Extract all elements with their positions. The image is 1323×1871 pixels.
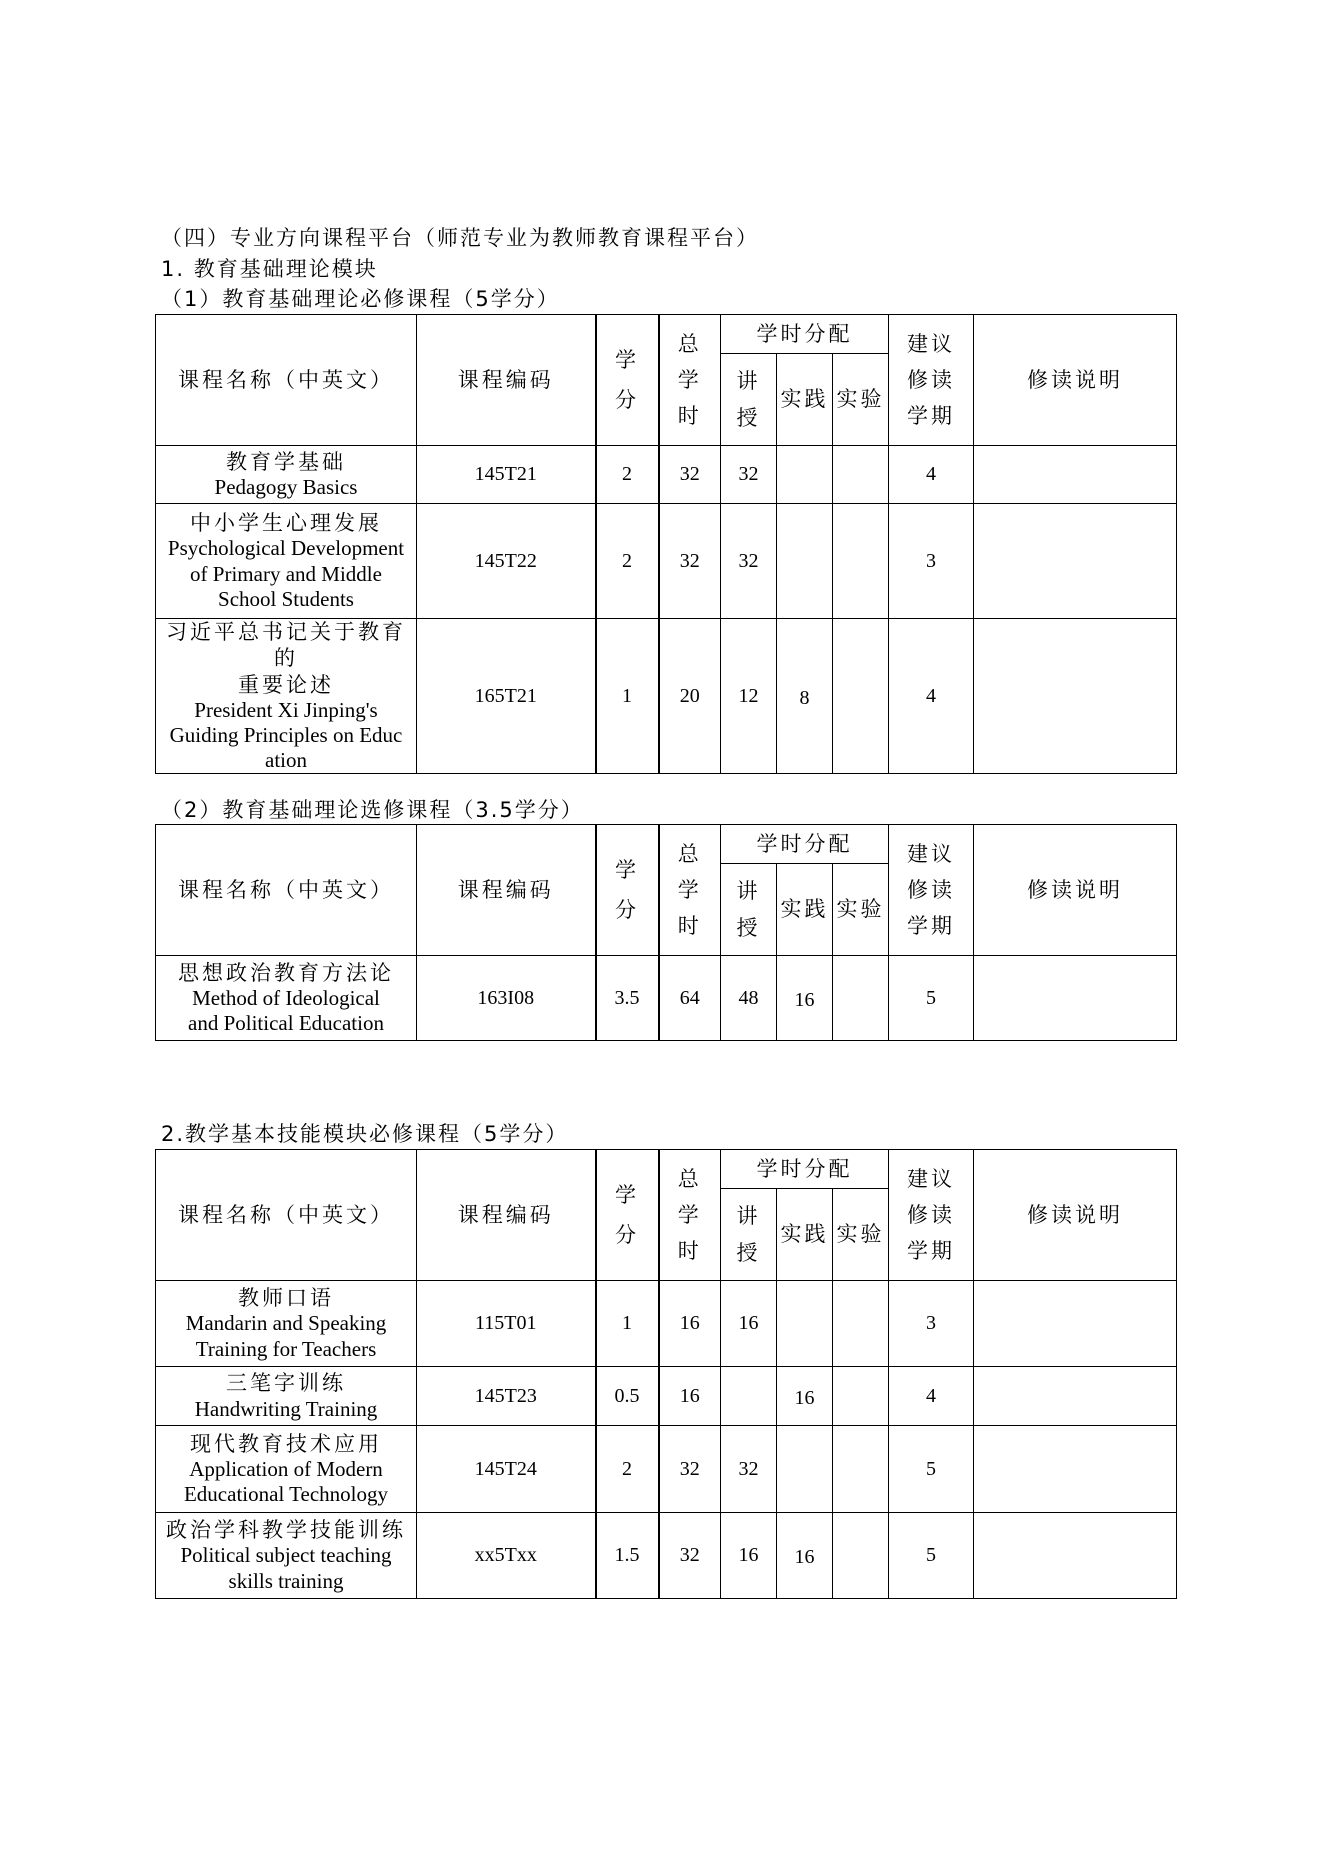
header-total-hours-char: 学 (677, 367, 702, 392)
header-course-name (156, 1150, 417, 1281)
header-course-name-label: 课程名称（中英文） (178, 367, 394, 392)
header-total-hours (659, 825, 721, 956)
lecture-cell: 32 (721, 446, 777, 504)
header-suggested-term (889, 825, 974, 956)
note-cell (974, 619, 1177, 774)
header-study-note (974, 825, 1177, 956)
header-suggested-term-char: 修读 (907, 1202, 956, 1227)
code-cell: 145T24 (417, 1426, 596, 1513)
lab-cell (833, 1426, 889, 1513)
header-lab (833, 864, 889, 956)
header-practice-label: 实践 (780, 1222, 829, 1247)
course-name-zh: 思想政治教育方法论 (178, 960, 394, 985)
course-name-en: Psychological Development (167, 536, 405, 561)
course-name-zh: 政治学科教学技能训练 (166, 1518, 406, 1543)
course-name-zh: 现代教育技术应用 (190, 1431, 382, 1456)
table-row (156, 619, 1177, 774)
course-name-cell (156, 504, 417, 619)
header-total-hours-char: 时 (677, 914, 702, 939)
course-name-zh: 重要论述 (238, 672, 334, 697)
code-cell: xx5Txx (417, 1513, 596, 1599)
term-cell: 4 (889, 619, 974, 774)
practice-cell: 16 (777, 1513, 833, 1599)
term-cell: 5 (889, 956, 974, 1041)
course-name-en: School Students (218, 586, 354, 611)
required-theory-table (155, 314, 1177, 774)
header-suggested-term-char: 学期 (907, 1239, 956, 1264)
header-practice (777, 354, 833, 446)
note-cell (974, 1426, 1177, 1513)
note-cell (974, 1367, 1177, 1426)
course-name-cell (156, 1281, 417, 1367)
course-name-cell (156, 956, 417, 1041)
header-lecture-char: 授 (736, 1240, 761, 1265)
header-suggested-term-char: 建议 (907, 331, 956, 356)
header-course-code-label: 课程编码 (457, 367, 554, 392)
header-study-note-label: 修读说明 (1027, 877, 1124, 902)
course-name-cell (156, 1513, 417, 1599)
course-name-en: Educational Technology (183, 1482, 388, 1507)
header-course-name-label: 课程名称（中英文） (178, 1202, 394, 1227)
header-lecture (721, 1189, 777, 1281)
course-name-zh: 教育学基础 (226, 449, 346, 474)
note-cell (974, 1281, 1177, 1367)
practice-cell: 8 (777, 619, 833, 774)
header-suggested-term-char: 学期 (907, 404, 956, 429)
header-credit-char: 学 (615, 347, 639, 372)
course-name-en: Mandarin and Speaking (185, 1311, 387, 1336)
course-name-en: Handwriting Training (194, 1396, 378, 1421)
header-credit-char: 学 (615, 857, 639, 882)
course-name-en: Political subject teaching (180, 1543, 392, 1568)
lab-cell (833, 619, 889, 774)
course-name-cell (156, 1367, 417, 1426)
lecture-cell: 16 (721, 1513, 777, 1599)
header-lecture-char: 授 (736, 915, 761, 940)
header-practice-label: 实践 (780, 897, 829, 922)
header-total-hours-char: 总 (677, 1166, 702, 1191)
lecture-cell: 16 (721, 1281, 777, 1367)
credit-cell: 1.5 (596, 1513, 659, 1599)
table-row (156, 1513, 1177, 1599)
table-row (156, 1367, 1177, 1426)
header-lab (833, 354, 889, 446)
course-name-en: skills training (228, 1568, 344, 1593)
header-practice (777, 1189, 833, 1281)
header-hour-distribution (721, 315, 889, 354)
course-name-zh: 习近平总书记关于教育的 (166, 620, 406, 671)
header-course-code (417, 825, 596, 956)
practice-cell (777, 446, 833, 504)
header-study-note-label: 修读说明 (1027, 1202, 1124, 1227)
course-name-zh: 教师口语 (238, 1286, 334, 1311)
code-cell: 145T21 (417, 446, 596, 504)
code-cell: 115T01 (417, 1281, 596, 1367)
practice-cell: 16 (777, 956, 833, 1041)
header-study-note-label: 修读说明 (1027, 367, 1124, 392)
header-credit-char: 分 (615, 898, 639, 922)
code-cell: 163I08 (417, 956, 596, 1041)
lab-cell (833, 446, 889, 504)
course-name-en: President Xi Jinping's (194, 697, 378, 722)
course-name-en: ation (265, 748, 307, 773)
total-cell: 16 (659, 1281, 721, 1367)
total-cell: 32 (659, 1426, 721, 1513)
header-lecture (721, 354, 777, 446)
table-row (156, 1426, 1177, 1513)
header-course-name-label: 课程名称（中英文） (178, 877, 394, 902)
credit-cell: 0.5 (596, 1367, 659, 1426)
credit-cell: 3.5 (596, 956, 659, 1041)
total-cell: 16 (659, 1367, 721, 1426)
table-row (156, 956, 1177, 1041)
header-total-hours-char: 学 (677, 877, 702, 902)
lab-cell (833, 1513, 889, 1599)
code-cell: 145T22 (417, 504, 596, 619)
header-study-note (974, 1150, 1177, 1281)
course-name-cell (156, 1426, 417, 1513)
practice-cell: 16 (777, 1367, 833, 1426)
module1-heading: 1. 教育基础理论模块 (161, 257, 378, 281)
header-lecture-char: 讲 (736, 879, 761, 904)
elective-theory-table (155, 824, 1177, 1041)
table-row (156, 504, 1177, 619)
term-cell: 5 (889, 1426, 974, 1513)
lab-cell (833, 956, 889, 1041)
practice-cell (777, 1281, 833, 1367)
header-study-note (974, 315, 1177, 446)
header-lecture-char: 授 (736, 405, 761, 430)
header-total-hours-char: 时 (677, 404, 702, 429)
header-suggested-term-char: 修读 (907, 877, 956, 902)
header-practice (777, 864, 833, 956)
total-cell: 32 (659, 446, 721, 504)
note-cell (974, 504, 1177, 619)
header-lab-label: 实验 (836, 897, 885, 922)
course-name-cell (156, 619, 417, 774)
header-credit-char: 分 (615, 1223, 639, 1247)
header-suggested-term-char: 建议 (907, 1166, 956, 1191)
header-suggested-term-char: 修读 (907, 367, 956, 392)
lab-cell (833, 1281, 889, 1367)
total-cell: 32 (659, 504, 721, 619)
course-name-en: Application of Modern (189, 1456, 383, 1481)
header-lab-label: 实验 (836, 387, 885, 412)
term-cell: 4 (889, 1367, 974, 1426)
header-credit (596, 825, 659, 956)
header-credit (596, 315, 659, 446)
header-total-hours (659, 315, 721, 446)
course-name-zh: 中小学生心理发展 (190, 511, 382, 536)
header-total-hours (659, 1150, 721, 1281)
course-name-cell (156, 446, 417, 504)
header-total-hours-char: 总 (677, 331, 702, 356)
header-course-name (156, 315, 417, 446)
header-total-hours-char: 学 (677, 1202, 702, 1227)
practice-cell (777, 1426, 833, 1513)
note-cell (974, 1513, 1177, 1599)
header-lab-label: 实验 (836, 1222, 885, 1247)
total-cell: 32 (659, 1513, 721, 1599)
lab-cell (833, 1367, 889, 1426)
header-course-code-label: 课程编码 (457, 877, 554, 902)
course-name-en: Training for Teachers (195, 1336, 377, 1361)
header-course-code (417, 1150, 596, 1281)
table-row (156, 446, 1177, 504)
credit-cell: 2 (596, 504, 659, 619)
teaching-skills-table (155, 1149, 1177, 1599)
table2-title: （2）教育基础理论选修课程（3.5学分） (161, 798, 584, 822)
header-hour-distribution-label: 学时分配 (756, 321, 853, 346)
credit-cell: 2 (596, 446, 659, 504)
term-cell: 3 (889, 1281, 974, 1367)
header-credit-char: 分 (615, 388, 639, 412)
credit-cell: 1 (596, 1281, 659, 1367)
header-suggested-term (889, 315, 974, 446)
header-credit (596, 1150, 659, 1281)
course-name-en: Method of Ideological (192, 985, 380, 1010)
header-hour-distribution (721, 1150, 889, 1189)
header-hour-distribution-label: 学时分配 (756, 831, 853, 856)
table1-title: （1）教育基础理论必修课程（5学分） (161, 287, 560, 311)
code-cell: 145T23 (417, 1367, 596, 1426)
credit-cell: 2 (596, 1426, 659, 1513)
header-suggested-term-char: 学期 (907, 914, 956, 939)
lecture-cell: 32 (721, 504, 777, 619)
credit-cell: 1 (596, 619, 659, 774)
course-name-zh: 三笔字训练 (226, 1371, 346, 1396)
term-cell: 5 (889, 1513, 974, 1599)
header-credit-char: 学 (615, 1182, 639, 1207)
header-course-code-label: 课程编码 (457, 1202, 554, 1227)
lecture-cell: 12 (721, 619, 777, 774)
header-lecture (721, 864, 777, 956)
header-total-hours-char: 时 (677, 1239, 702, 1264)
header-lecture-char: 讲 (736, 1204, 761, 1229)
total-cell: 20 (659, 619, 721, 774)
course-name-en: of Primary and Middle (190, 561, 382, 586)
platform-heading: （四）专业方向课程平台（师范专业为教师教育课程平台） (161, 226, 759, 250)
header-practice-label: 实践 (780, 387, 829, 412)
practice-cell (777, 504, 833, 619)
lab-cell (833, 504, 889, 619)
term-cell: 4 (889, 446, 974, 504)
header-course-name (156, 825, 417, 956)
header-suggested-term-char: 建议 (907, 841, 956, 866)
note-cell (974, 446, 1177, 504)
header-lecture-char: 讲 (736, 369, 761, 394)
header-suggested-term (889, 1150, 974, 1281)
lecture-cell: 32 (721, 1426, 777, 1513)
code-cell: 165T21 (417, 619, 596, 774)
header-total-hours-char: 总 (677, 841, 702, 866)
note-cell (974, 956, 1177, 1041)
table-row (156, 1281, 1177, 1367)
header-hour-distribution (721, 825, 889, 864)
course-name-en: and Political Education (188, 1011, 384, 1036)
header-lab (833, 1189, 889, 1281)
lecture-cell: 48 (721, 956, 777, 1041)
course-name-en: Pedagogy Basics (214, 475, 358, 500)
total-cell: 64 (659, 956, 721, 1041)
lecture-cell (721, 1367, 777, 1426)
table3-title: 2.教学基本技能模块必修课程（5学分） (161, 1122, 569, 1146)
header-hour-distribution-label: 学时分配 (756, 1156, 853, 1181)
term-cell: 3 (889, 504, 974, 619)
course-name-en: Guiding Principles on Educ (169, 722, 403, 747)
header-course-code (417, 315, 596, 446)
